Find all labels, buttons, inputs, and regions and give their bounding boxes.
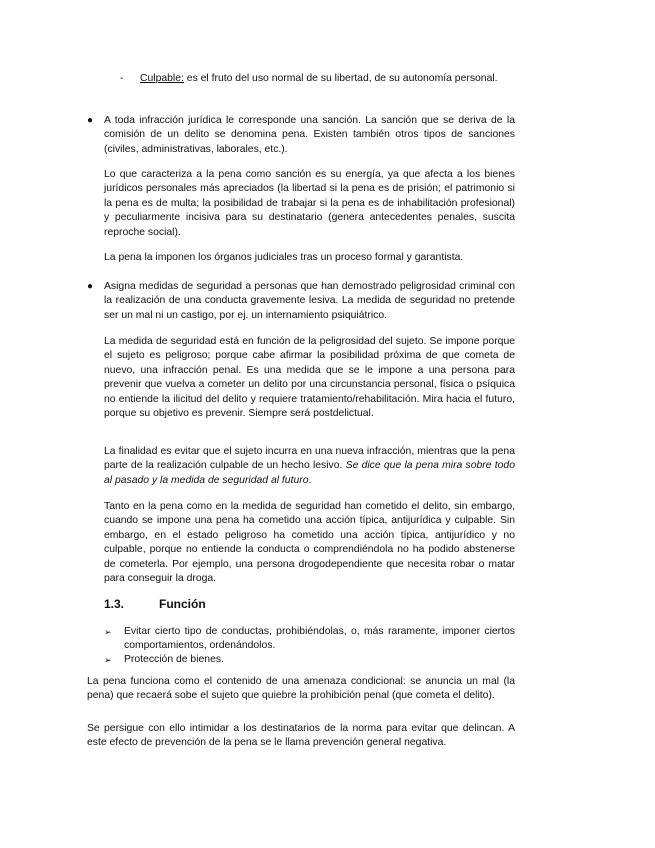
pena-intro: A toda infracción jurídica le corresponde una sanción. La sanción que se deriva de la comisión de un delito se denomina pena. Existen también otros tipos de sanciones (civiles, administrativas, laborales, etc.). (104, 115, 515, 155)
section-number: 1.3. (104, 597, 125, 611)
bullet-marker: ● (87, 115, 94, 126)
finalidad-italic: Se dice que la pena mira sobre todo al pasado y la medida de seguridad al futuro (104, 460, 515, 486)
arrow-bullet-icon: ➢ (104, 655, 112, 665)
closing-paragraph: Se persigue con ello intimidar a los destinatarios de la norma para evitar que delincan. A este efecto de prevención de la pena se le llama prevención general negativa. (87, 723, 515, 749)
culpable-item (140, 72, 515, 86)
pena-vs-medida: Tanto en la pena como en la medida de seguridad han cometido el delito, sin embargo, cuando se impone una pena ha cometido una acción típica, antijurídica y culpable. Sin embargo, en el estado peligroso ha cometido una acción típica, antijurídico y no culpable, porque no entiende la conducta o comprendiéndola no ha podido abstenerse de cometerla. Por ejemplo, una persona drogodependiente que necesita robar o matar para conseguir la droga. (104, 501, 515, 585)
culpable-term: Culpable: (140, 73, 184, 84)
finalidad-end: . (308, 474, 312, 486)
medida-peligrosidad: La medida de seguridad está en función de la peligrosidad del sujeto. Se impone porque el sujeto es peligroso; porque cabe afirmar la posibilidad próxima de que cometa de nuevo, una infracción penal. Es una medida que se le impone a una persona para prevenir que vuelva a cometer un delito por una circunstancia personal, física o psíquica no entiende la ilicitud del delito y requiere tratamiento/rehabilitación. Mira hacia el futuro, porque su objetivo es prevenir. Siempre será postdelictual. (104, 336, 515, 420)
dash-marker: - (120, 73, 124, 84)
funcion-item: Protección de bienes. (124, 654, 224, 665)
medida-finalidad (104, 445, 515, 488)
closing-paragraph: La pena funciona como el contenido de una amenaza condicional: se anuncia un mal (la pena) que recaerá sobe el sujeto que quiebre la prohibición penal (que cometa el delito). (87, 676, 515, 702)
funcion-item: Evitar cierto tipo de conductas, prohibiéndolas, o, más raramente, imponer ciertos comportamientos, ordenándolos. (124, 626, 515, 652)
medida-intro: Asigna medidas de seguridad a personas que han demostrado peligrosidad criminal con la realización de una conducta gravemente lesiva. La medida de seguridad no pretende ser un mal ni un castigo, por ej. un internamiento psiquiátrico. (104, 281, 515, 321)
finalidad-text: La finalidad es evitar que el sujeto incurra en una nueva infracción, mientras que la pena parte de la realización culpable de un hecho lesivo. (104, 446, 515, 472)
pena-characteristics: Lo que caracteriza a la pena como sanción es su energía, ya que afecta a los bienes jurídicos personales más apreciados (la libertad si la pena es de prisión; el patrimonio si la pena es de multa; la posibilidad de trabajar si la pena es de inhabilitación profesional) y peculiarmente incisiva para su destinatario (genera antecedentes penales, suscita reproche social). (104, 169, 515, 238)
section-title: Función (159, 597, 206, 611)
culpable-text: es el fruto del uso normal de su libertad, de su autonomía personal. (183, 73, 498, 84)
bullet-marker: ● (87, 281, 94, 292)
arrow-bullet-icon: ➢ (104, 627, 112, 637)
pena-imposition: La pena la imponen los órganos judiciales tras un proceso formal y garantista. (104, 252, 464, 263)
